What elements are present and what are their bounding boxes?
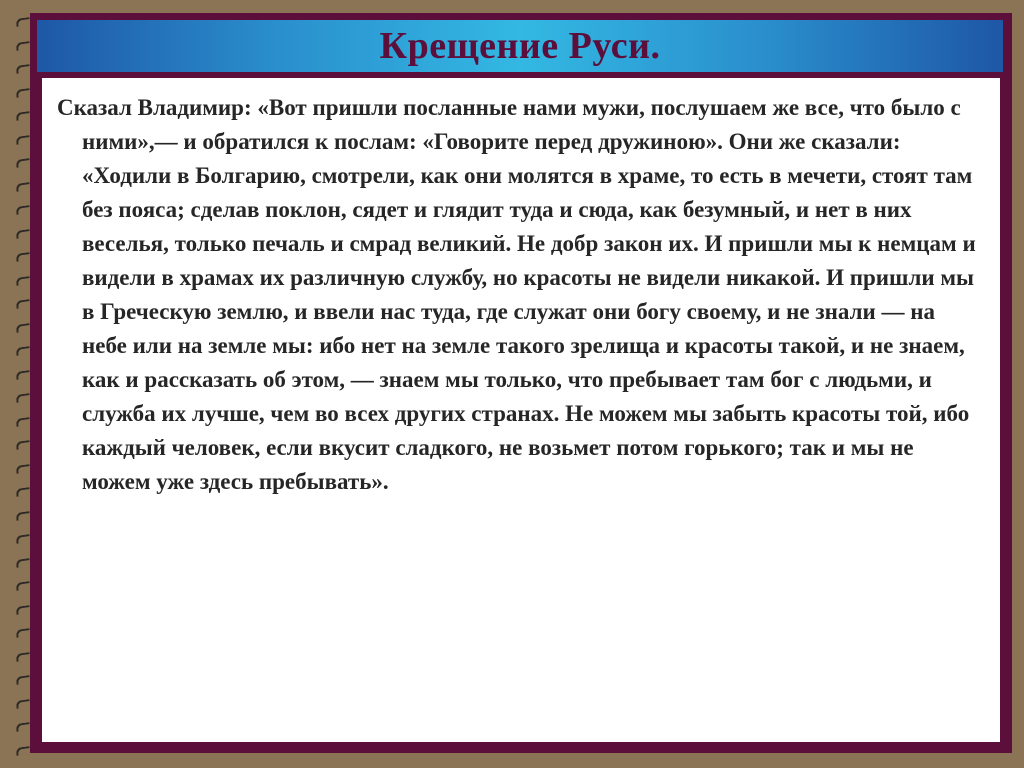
binding-ring-icon bbox=[16, 581, 31, 591]
binding-ring-icon bbox=[16, 229, 31, 239]
binding-ring-icon bbox=[16, 440, 31, 450]
binding-ring-icon bbox=[16, 64, 31, 74]
binding-ring-icon bbox=[16, 205, 31, 215]
binding-ring-icon bbox=[16, 487, 31, 497]
title-bar bbox=[37, 20, 1003, 72]
content-panel bbox=[42, 78, 1000, 742]
binding-ring-icon bbox=[16, 346, 31, 356]
spiral-binding-icon bbox=[0, 0, 30, 768]
binding-ring-icon bbox=[16, 276, 31, 286]
binding-ring-icon bbox=[16, 558, 31, 568]
body-text: Сказал Владимир: «Вот пришли посланные нами мужи, послушаем же все, что было с ними»,— и обратился к послам: «Говорите перед дружиною». Они же сказали: «Ходили в Болгарию, смотрели, как они молятся в храме, то есть в мечети, стоят там без пояса; сделав поклон, сядет и глядит туда и сюда, как безумный, и нет в них веселья, только печаль и смрад великий. Не добр закон их. И пришли мы к немцам и видели в храмах их различную службу, но красоты не видели никакой. И пришли мы в Греческую землю, и ввели нас туда, где служат они богу своему, и не знали — на небе или на земле мы: ибо нет на земле такого зрелища и красоты такой, и не знаем, как и рассказать об этом, — знаем мы только, что пребывает там бог с людьми, и служба их лучше, чем во всех других странах. Не можем мы забыть красоты той, ибо каждый человек, если вкусит сладкого, не возьмет потом горького; так и мы не можем уже здесь пребывать». bbox=[57, 95, 976, 494]
binding-ring-icon bbox=[16, 393, 31, 403]
binding-ring-icon bbox=[16, 628, 31, 638]
binding-ring-icon bbox=[16, 370, 31, 380]
binding-ring-icon bbox=[16, 182, 31, 192]
binding-ring-icon bbox=[16, 111, 31, 121]
binding-ring-icon bbox=[16, 158, 31, 168]
binding-ring-icon bbox=[16, 534, 31, 544]
binding-ring-icon bbox=[16, 722, 31, 732]
binding-ring-icon bbox=[16, 699, 31, 709]
binding-ring-icon bbox=[16, 746, 31, 756]
binding-ring-icon bbox=[16, 299, 31, 309]
binding-ring-icon bbox=[16, 464, 31, 474]
binding-ring-icon bbox=[16, 323, 31, 333]
binding-ring-icon bbox=[16, 88, 31, 98]
binding-ring-icon bbox=[16, 511, 31, 521]
binding-ring-icon bbox=[16, 652, 31, 662]
binding-ring-icon bbox=[16, 417, 31, 427]
binding-ring-icon bbox=[16, 252, 31, 262]
slide-title: Крещение Руси. bbox=[379, 25, 661, 67]
binding-ring-icon bbox=[16, 605, 31, 615]
binding-ring-icon bbox=[16, 41, 31, 51]
binding-ring-icon bbox=[16, 17, 31, 27]
binding-ring-icon bbox=[16, 675, 31, 685]
binding-ring-icon bbox=[16, 135, 31, 145]
